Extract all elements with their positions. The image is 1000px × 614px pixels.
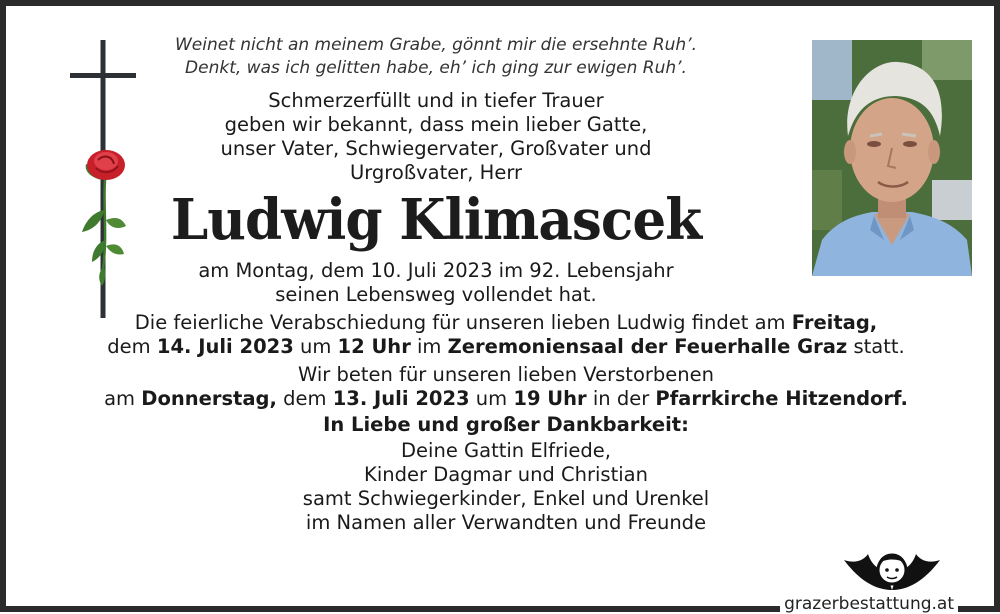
signoff-line: Deine Gattin Elfriede, [401,439,611,462]
signoff-line: samt Schwiegerkinder, Enkel und Urenkel [302,487,710,510]
farewell-place: Zeremoniensaal der Feuerhalle Graz [447,335,848,358]
text: am [104,387,142,410]
text: statt. [847,335,905,358]
farewell-date: 14. Juli 2023 [156,335,294,358]
motto [106,34,766,80]
intro-line: geben wir bekannt, dass mein lieber Gatte, [224,113,648,136]
text: dem [276,387,333,410]
prayer-line-2 [76,387,936,411]
website-link[interactable]: grazerbestattung.at [780,594,958,614]
motto-line: Denkt, was ich gelitten habe, eh’ ich ging zur ewigen Ruh’. [185,58,687,78]
death-line: seinen Lebensweg vollendet hat. [275,283,597,306]
notice-text [76,34,936,535]
farewell-time: 12 Uhr [337,335,411,358]
text: im [410,335,448,358]
death-date [106,259,766,307]
prayer-line-1: Wir beten für unseren lieben Verstorbenen [298,363,714,386]
intro-line: Schmerzerfüllt und in tiefer Trauer [268,89,604,112]
text: um [293,335,338,358]
prayer-time: 19 Uhr [513,387,587,410]
farewell-ceremony [76,311,936,359]
text: Die feierliche Verabschiedung für unseren lieben Ludwig findet am [134,311,792,334]
signoff-line: im Namen aller Verwandten und Freunde [305,511,707,534]
prayer-date: 13. Juli 2023 [332,387,470,410]
farewell-day: Freitag, [791,311,878,334]
intro-line: Urgroßvater, Herr [349,161,523,184]
farewell-line-2 [76,335,936,359]
prayer-place: Pfarrkirche Hitzendorf. [655,387,908,410]
announcement-intro [106,89,766,185]
text: um [469,387,514,410]
intro-line: unser Vater, Schwiegervater, Großvater und [220,137,652,160]
signoff [76,413,936,535]
signoff-line: Kinder Dagmar und Christian [364,463,648,486]
death-line: am Montag, dem 10. Juli 2023 im 92. Lebensjahr [198,259,674,282]
signoff-heading: In Liebe und großer Dankbarkeit: [323,413,689,436]
motto-line: Weinet nicht an meinem Grabe, gönnt mir die ersehnte Ruh’. [174,35,698,55]
farewell-line-1 [76,311,936,335]
text: dem [107,335,157,358]
text: in der [586,387,656,410]
prayer-day: Donnerstag, [141,387,277,410]
prayer-service [76,363,936,411]
deceased-name: Ludwig Klimascek [170,187,702,253]
angel-logo-icon [842,546,942,596]
